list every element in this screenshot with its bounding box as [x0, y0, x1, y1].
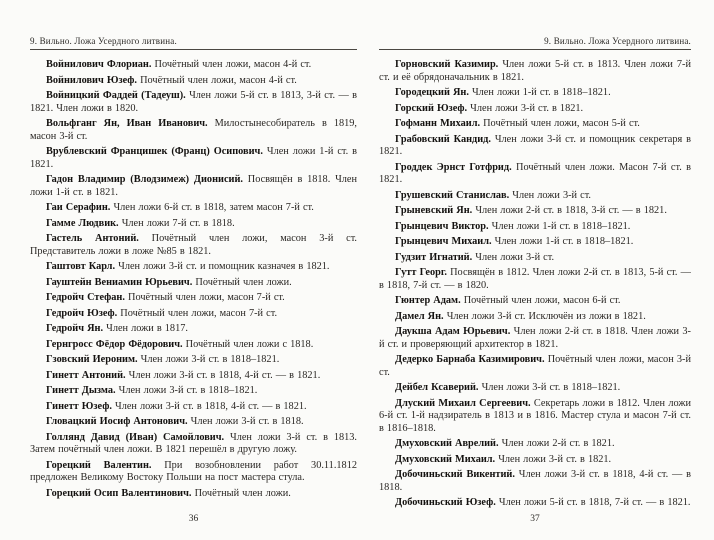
member-entry [379, 236, 691, 249]
member-entry [379, 382, 691, 395]
member-entry [30, 233, 357, 258]
member-description: Член ложи 3-й ст. в 1813. Затем почётный член ложи. В 1821 перешёл в другую ложу. [30, 431, 357, 455]
member-description: Член ложи 1-й ст. в 1818–1821. [488, 220, 631, 232]
member-entry [379, 497, 691, 510]
member-name: Гинетт Антоний. [46, 369, 126, 381]
member-description: Почётный член ложи, масон 7-й ст. [124, 292, 285, 303]
member-list-left [30, 50, 357, 500]
member-entry [30, 416, 357, 429]
member-entry [30, 218, 357, 231]
member-entry [379, 190, 691, 203]
member-entry [379, 205, 691, 218]
member-name: Войнилович Юзеф. [46, 74, 137, 86]
member-name: Горецкий Валентин. [46, 459, 152, 471]
member-name: Гаи Серафин. [46, 202, 111, 213]
member-name: Даукша Адам Юрьевич. [395, 326, 511, 337]
member-name: Дамел Ян. [395, 310, 444, 322]
page-number-left: 36 [188, 514, 199, 524]
member-name: Гамме Людвик. [46, 217, 119, 229]
member-name: Гедройч Ян. [46, 323, 104, 334]
member-description: Секретарь ложи в 1812. Член ложи 6-й ст. 1-й надзиратель в 1813 и в 1816. Мастер стула и масон 7-й ст. в 1816–1818. [379, 397, 691, 434]
member-entry [30, 432, 357, 457]
member-entry [379, 162, 691, 187]
member-name: Дедерко Барнаба Казимирович. [395, 354, 545, 365]
member-name: Добочиньский Юзеф. [395, 497, 496, 508]
member-description: Член ложи 1-й ст. в 1818–1821. [468, 87, 611, 98]
member-name: Вольфганг Ян, Иван Иванович. [46, 118, 208, 129]
member-entry [30, 385, 357, 398]
member-entry [30, 401, 357, 414]
member-entry [379, 118, 691, 131]
member-name: Добочиньский Викентий. [395, 469, 515, 480]
member-description: Член ложи 3-й ст. в 1821. [495, 453, 612, 465]
member-description: Член ложи 2-й ст. в 1818. Член ложи 3-й ст. и проверяющий архитектор в 1821. [379, 326, 691, 350]
running-head-left: 9. Вильно. Ложа Усердного литвина. [30, 36, 357, 50]
member-description: Почётный член ложи, масон 3-й ст. Представитель ложи в ложе №85 в 1821. [30, 233, 358, 257]
member-description: Член ложи 3-й ст. [472, 251, 555, 263]
member-entry [379, 252, 691, 265]
member-name: Гадон Владимир (Влодзимеж) Дионисий. [46, 174, 243, 185]
running-head-right: 9. Вильно. Ложа Усердного литвина. [379, 36, 691, 50]
member-description: Почётный член ложи, масон 4-й ст. [151, 59, 312, 70]
member-description: Член ложи 3-й ст. в 1821. [467, 102, 584, 114]
member-name: Грабовский Кандид. [395, 133, 491, 145]
member-description: Посвящён в 1818. Член ложи 1-й ст. в 1821. [30, 174, 357, 198]
member-entry [30, 339, 357, 352]
member-name: Гинетт Дызма. [46, 385, 116, 396]
member-description: Почётный член ложи, масон 5-й ст. [480, 118, 640, 129]
member-description: Член ложи 2-й ст. в 1818, 3-й ст. — в 1821. [472, 205, 667, 216]
member-name: Гернгросс Фёдор Фёдорович. [46, 338, 183, 350]
member-description: Член ложи 3-й ст. в 1818–1821. [115, 385, 258, 396]
member-list-right [379, 50, 691, 510]
member-description: Почётный член ложи. [191, 487, 291, 499]
member-description: Член ложи 2-й ст. в 1821. [498, 438, 615, 449]
member-entry [30, 308, 357, 321]
member-name: Врублевский Францишек (Франц) Осипович. [46, 146, 263, 157]
member-name: Войнилович Флориан. [46, 59, 152, 70]
member-entry [30, 460, 357, 485]
member-name: Гауштейн Вениамин Юрьевич. [46, 276, 193, 288]
member-description: Член ложи 5-й ст. в 1813. Член ложи 7-й ст. и её обрядоначальник в 1821. [379, 59, 691, 83]
member-description: Член ложи в 1817. [103, 323, 188, 334]
member-description: Член ложи 3-й ст. в 1818–1821. [478, 382, 621, 393]
member-description: Член ложи 3-й ст. [509, 189, 591, 201]
member-description: Член ложи 3-й ст. и помощник секретаря в 1821. [379, 133, 691, 157]
member-entry [379, 221, 691, 234]
page-right [379, 36, 691, 524]
member-entry [30, 323, 357, 336]
member-name: Гастель Антоний. [46, 233, 139, 244]
member-name: Горский Юзеф. [395, 102, 468, 114]
member-entry [379, 398, 691, 436]
member-entry [30, 118, 357, 143]
member-description: Член ложи 1-й ст. в 1818–1821. [491, 236, 634, 247]
member-description: Почётный член ложи, масон 3-й ст. [379, 354, 691, 378]
member-entry [30, 292, 357, 305]
member-name: Грыневский Ян. [395, 205, 473, 216]
member-description: Член ложи 6-й ст. в 1818, затем масон 7-й ст. [110, 202, 314, 213]
member-name: Грынцевич Виктор. [395, 220, 489, 232]
member-entry [30, 202, 357, 215]
member-name: Горецкий Осип Валентинович. [46, 487, 192, 499]
member-entry [379, 326, 691, 351]
member-name: Гудзит Игнатий. [395, 251, 473, 263]
member-entry [30, 174, 357, 199]
member-name: Гловацкий Иосиф Антонович. [46, 416, 188, 427]
member-description: Член ложи 3-й ст. в 1818, 4-й ст. — в 1821. [125, 369, 321, 381]
member-description: Член ложи 5-й ст. в 1818, 7-й ст. — в 1821. [495, 497, 691, 508]
member-description: Член ложи 3-й ст. в 1818–1821. [137, 354, 280, 365]
member-entry [30, 146, 357, 171]
member-description: Посвящён в 1812. Член ложи 2-й ст. в 1813, 5-й ст. — в 1818, 7-й ст. — в 1820. [379, 267, 691, 291]
member-name: Грынцевич Михаил. [395, 236, 492, 247]
member-name: Гедройч Стефан. [46, 292, 125, 303]
member-name: Голлянд Давид (Иван) Самойлович. [46, 431, 225, 443]
member-description: При возобновлении работ 30.11.1812 предложен Великому Востоку Польши на пост мастера стула. [30, 459, 357, 483]
member-name: Гутт Георг. [395, 267, 447, 278]
member-name: Горновский Казимир. [395, 59, 499, 70]
member-description: Член ложи 3-й ст. в 1818, 4-й ст. — в 1821. [111, 400, 307, 412]
member-name: Дмуховский Михаил. [395, 453, 496, 465]
member-name: Городецкий Ян. [395, 87, 469, 98]
member-description: Почётный член ложи с 1818. [182, 338, 314, 350]
member-entry [379, 134, 691, 159]
member-name: Гедройч Юзеф. [46, 307, 118, 319]
member-name: Гофманн Михаил. [395, 118, 481, 129]
member-name: Длуский Михаил Сергеевич. [395, 397, 531, 409]
member-name: Гюнтер Адам. [395, 295, 461, 306]
member-description: Член ложи 3-й ст. в 1818. [187, 416, 304, 427]
member-entry [379, 103, 691, 116]
member-name: Дмуховский Аврелий. [395, 438, 499, 449]
member-description: Почётный член ложи, масон 6-й ст. [460, 295, 621, 306]
member-description: Милостынесобиратель в 1819, масон 3-й ст. [30, 118, 357, 142]
member-entry [379, 469, 691, 494]
member-entry [30, 75, 357, 88]
member-entry [379, 354, 691, 379]
member-entry [379, 311, 691, 324]
member-entry [379, 295, 691, 308]
member-entry [379, 438, 691, 451]
member-name: Дейбел Ксаверий. [395, 382, 479, 393]
member-description: Почётный член ложи, масон 7-й ст. [117, 307, 278, 319]
member-entry [379, 59, 691, 84]
member-name: Гаштовт Карл. [46, 261, 116, 272]
member-description: Член ложи 3-й ст. Исключён из ложи в 1821. [443, 310, 646, 322]
member-description: Почётный член ложи. [192, 276, 292, 288]
member-entry [30, 90, 357, 115]
member-description: Член ложи 5-й ст. в 1813, 3-й ст. — в 1821. Член ложи в 1820. [30, 90, 357, 114]
member-name: Гинетт Юзеф. [46, 400, 112, 412]
page-left [30, 36, 357, 524]
member-entry [30, 59, 357, 72]
member-entry [379, 267, 691, 292]
member-description: Член ложи 3-й ст. в 1818, 4-й ст. — в 1818. [379, 469, 691, 493]
member-entry [30, 277, 357, 290]
member-entry [30, 370, 357, 383]
member-description: Член ложи 7-й ст. в 1818. [118, 217, 235, 229]
page-number-right: 37 [530, 514, 540, 524]
member-entry [30, 261, 357, 274]
member-description: Член ложи 3-й ст. и помощник казначея в 1821. [115, 261, 330, 272]
member-entry [30, 488, 357, 501]
member-name: Гзовский Иероним. [46, 354, 138, 365]
member-description: Почётный член ложи. Масон 7-й ст. в 1821. [379, 161, 691, 185]
member-description: Почётный член ложи, масон 4-й ст. [137, 74, 297, 86]
member-name: Гроддек Эрнст Готфрид. [395, 161, 512, 173]
member-entry [30, 354, 357, 367]
member-description: Член ложи 1-й ст. в 1821. [30, 146, 357, 170]
member-entry [379, 87, 691, 100]
member-name: Грушевский Станислав. [395, 189, 510, 201]
member-name: Войницкий Фаддей (Тадеуш). [46, 90, 186, 101]
member-entry [379, 454, 691, 467]
